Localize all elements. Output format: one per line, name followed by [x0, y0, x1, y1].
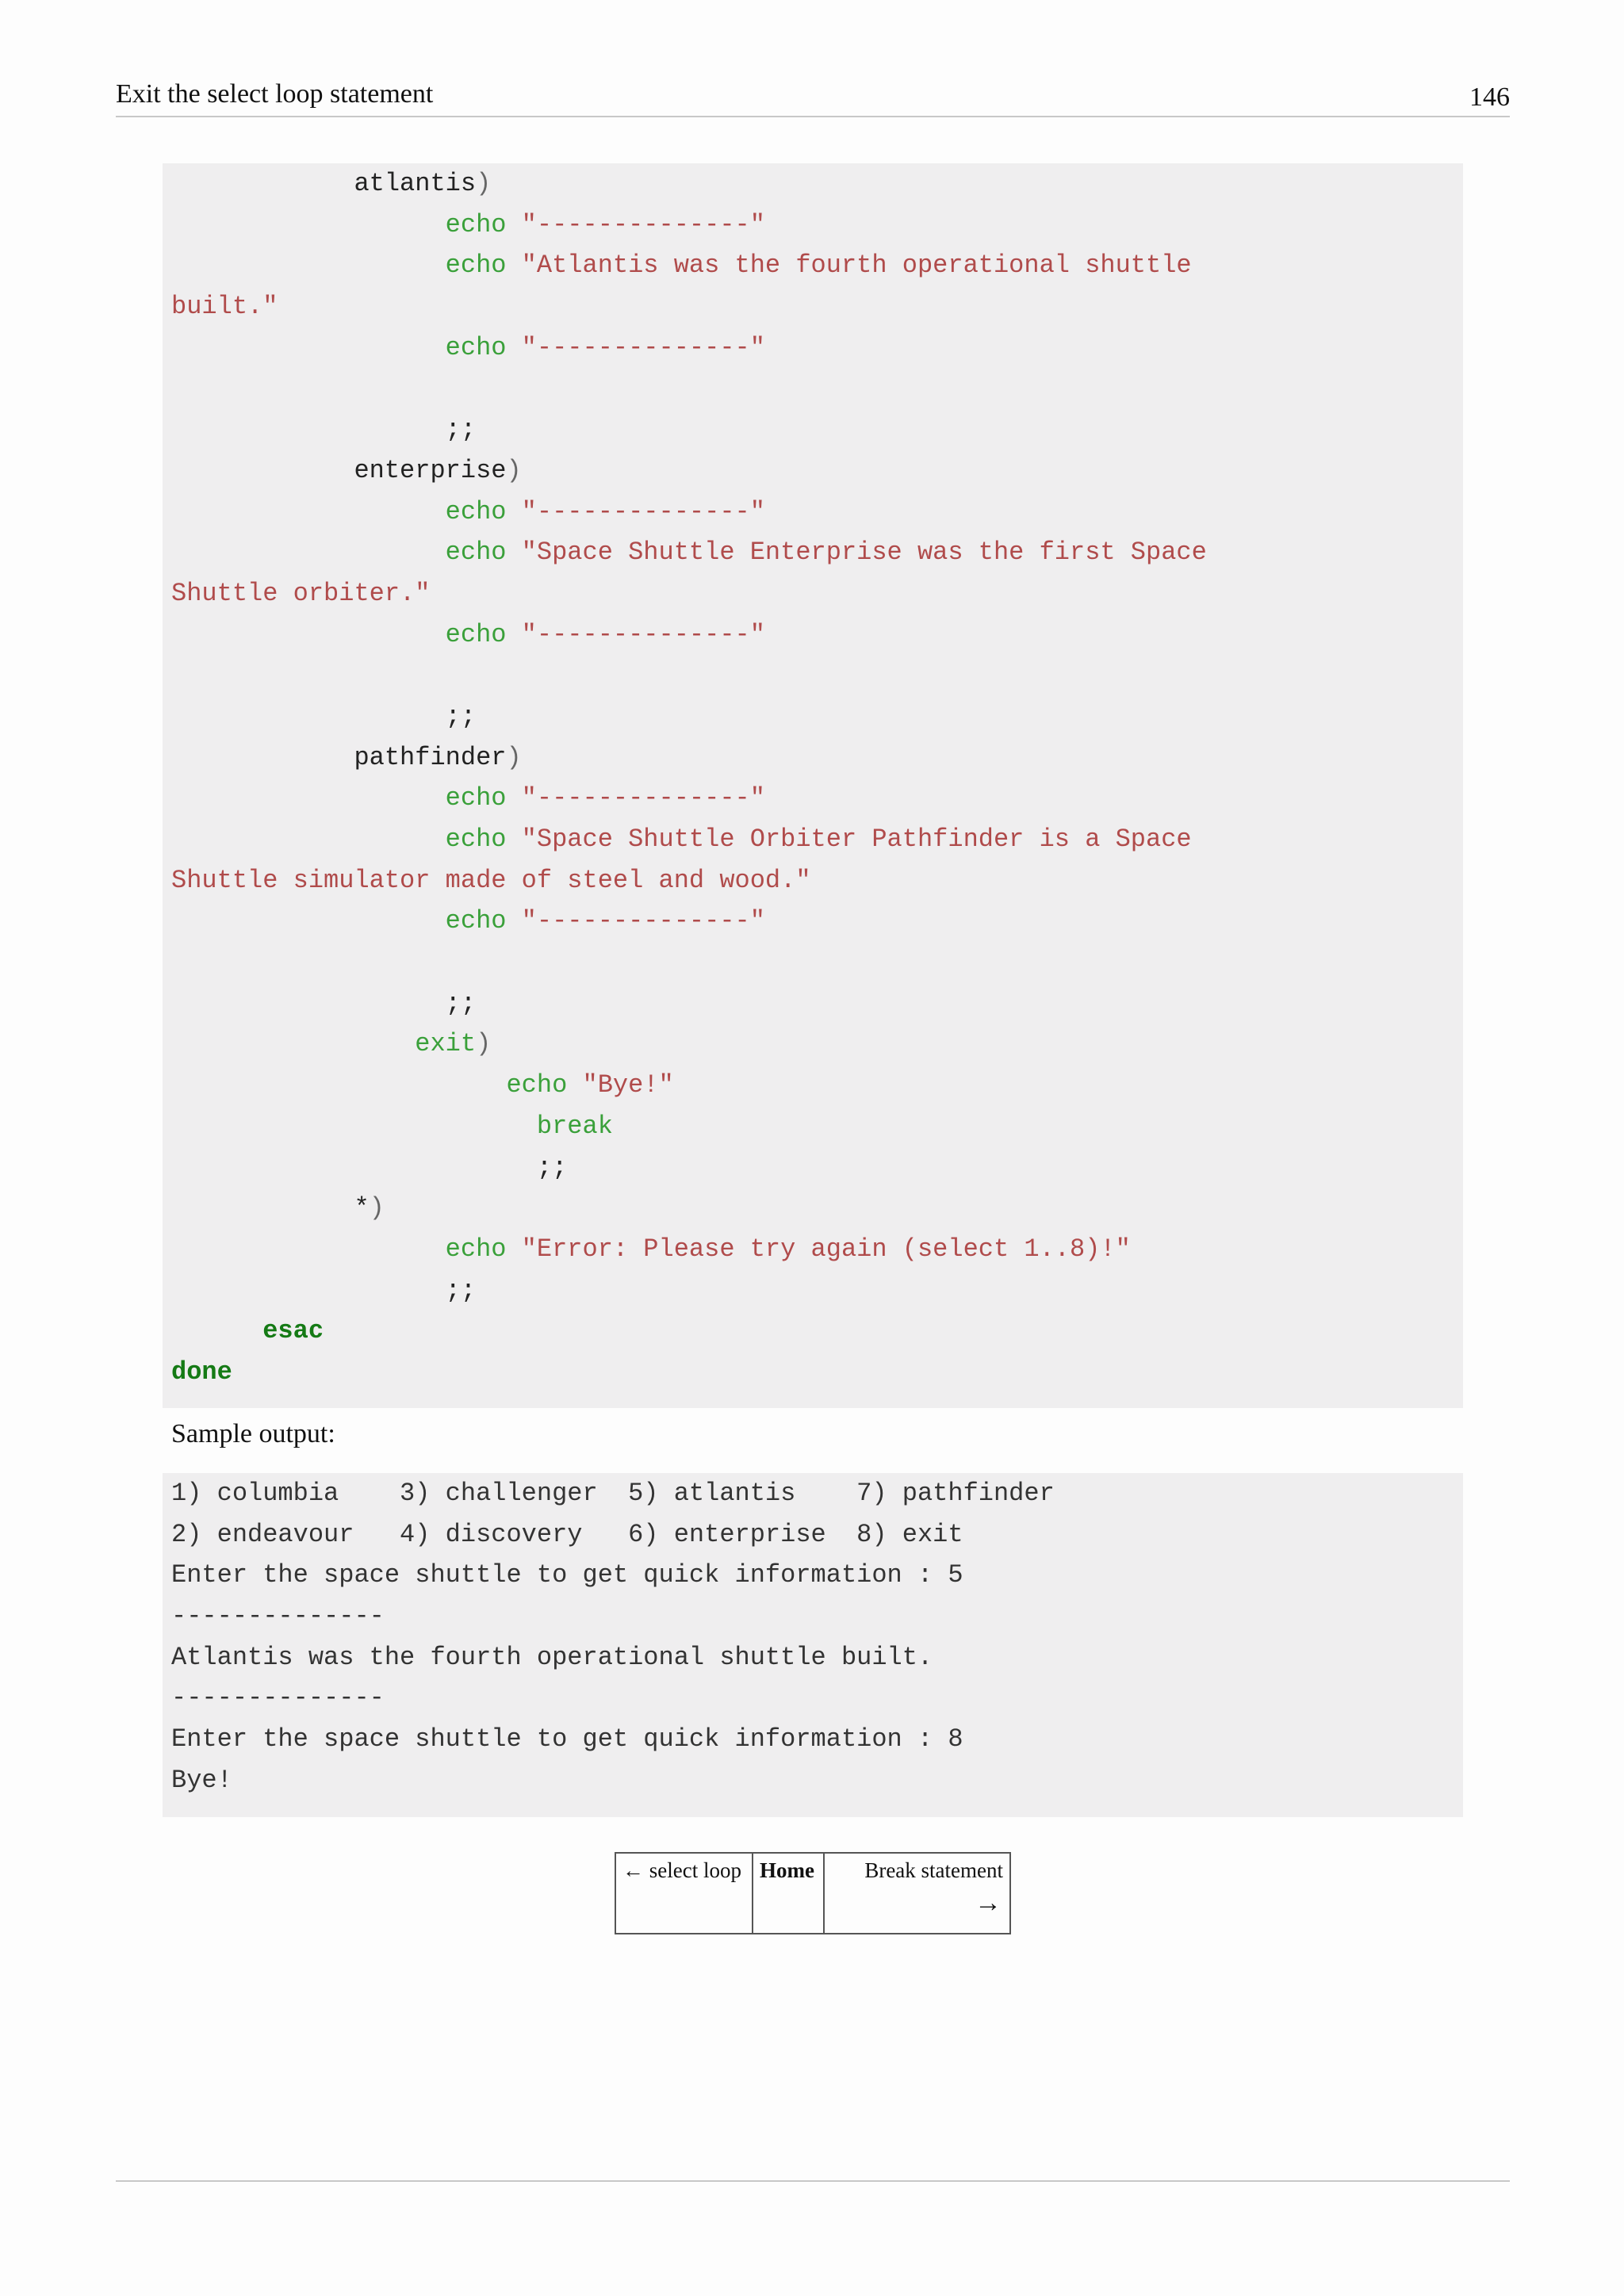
output-line: Atlantis was the fourth operational shuttle built.	[171, 1642, 933, 1672]
code-line: echo "Bye!"	[506, 1070, 674, 1100]
home-link[interactable]: Home	[753, 1854, 825, 1933]
code-line: ;;	[445, 415, 477, 445]
code-line: enterprise)	[354, 455, 522, 485]
code-line: Shuttle orbiter."	[171, 578, 431, 608]
page-number: 146	[1469, 82, 1510, 112]
code-line: break	[536, 1111, 613, 1141]
code-line: echo "--------------"	[445, 496, 765, 526]
right-arrow-icon: →	[975, 1888, 1002, 1918]
code-line: echo "--------------"	[445, 783, 765, 813]
code-line: exit)	[415, 1029, 492, 1059]
navigation-table	[615, 1852, 1011, 1934]
footer-divider	[116, 2180, 1510, 2182]
code-line: ;;	[536, 1152, 568, 1182]
code-line: echo "--------------"	[445, 619, 765, 649]
code-line: pathfinder)	[354, 742, 522, 772]
code-line: atlantis)	[354, 169, 492, 198]
output-line: 2) endeavour 4) discovery 6) enterprise 8) exit	[171, 1519, 963, 1549]
code-line	[171, 368, 1463, 409]
code-line: echo "Space Shuttle Enterprise was the first Space	[445, 538, 1207, 568]
code-line: ;;	[445, 1275, 477, 1305]
next-link-break-statement[interactable]	[825, 1854, 1009, 1933]
code-line: echo "--------------"	[445, 209, 765, 239]
output-line: --------------	[171, 1683, 385, 1713]
code-line: echo "--------------"	[445, 332, 765, 362]
code-line: Shuttle simulator made of steel and wood."	[171, 865, 811, 895]
page-header	[116, 76, 1510, 117]
code-line	[171, 655, 1463, 696]
code-line: echo "Atlantis was the fourth operational shuttle	[445, 251, 1192, 281]
code-line: esac	[262, 1316, 324, 1346]
output-line: Enter the space shuttle to get quick information : 5	[171, 1560, 963, 1590]
code-block	[163, 163, 1463, 1408]
prev-link-select-loop[interactable]: ← select loop	[616, 1854, 753, 1933]
output-line: Enter the space shuttle to get quick information : 8	[171, 1724, 963, 1755]
code-line: echo "Error: Please try again (select 1..8)!"	[445, 1234, 1131, 1264]
code-line: ;;	[445, 701, 477, 731]
code-line: echo "--------------"	[445, 906, 765, 936]
code-line: done	[171, 1357, 232, 1387]
output-line: 1) columbia 3) challenger 5) atlantis 7) pathfinder	[171, 1479, 1055, 1508]
output-line: --------------	[171, 1601, 385, 1632]
code-line: echo "Space Shuttle Orbiter Pathfinder is a Space	[445, 825, 1192, 854]
code-line: built."	[171, 292, 278, 322]
code-line: ;;	[445, 988, 477, 1018]
output-line: Bye!	[171, 1765, 232, 1795]
sample-output-caption: Sample output:	[171, 1419, 335, 1448]
code-line	[171, 942, 1463, 983]
page-title: Exit the select loop statement	[116, 79, 434, 109]
code-line: *)	[354, 1193, 385, 1223]
output-block	[163, 1473, 1463, 1817]
next-link-label: Break statement	[864, 1858, 1003, 1882]
